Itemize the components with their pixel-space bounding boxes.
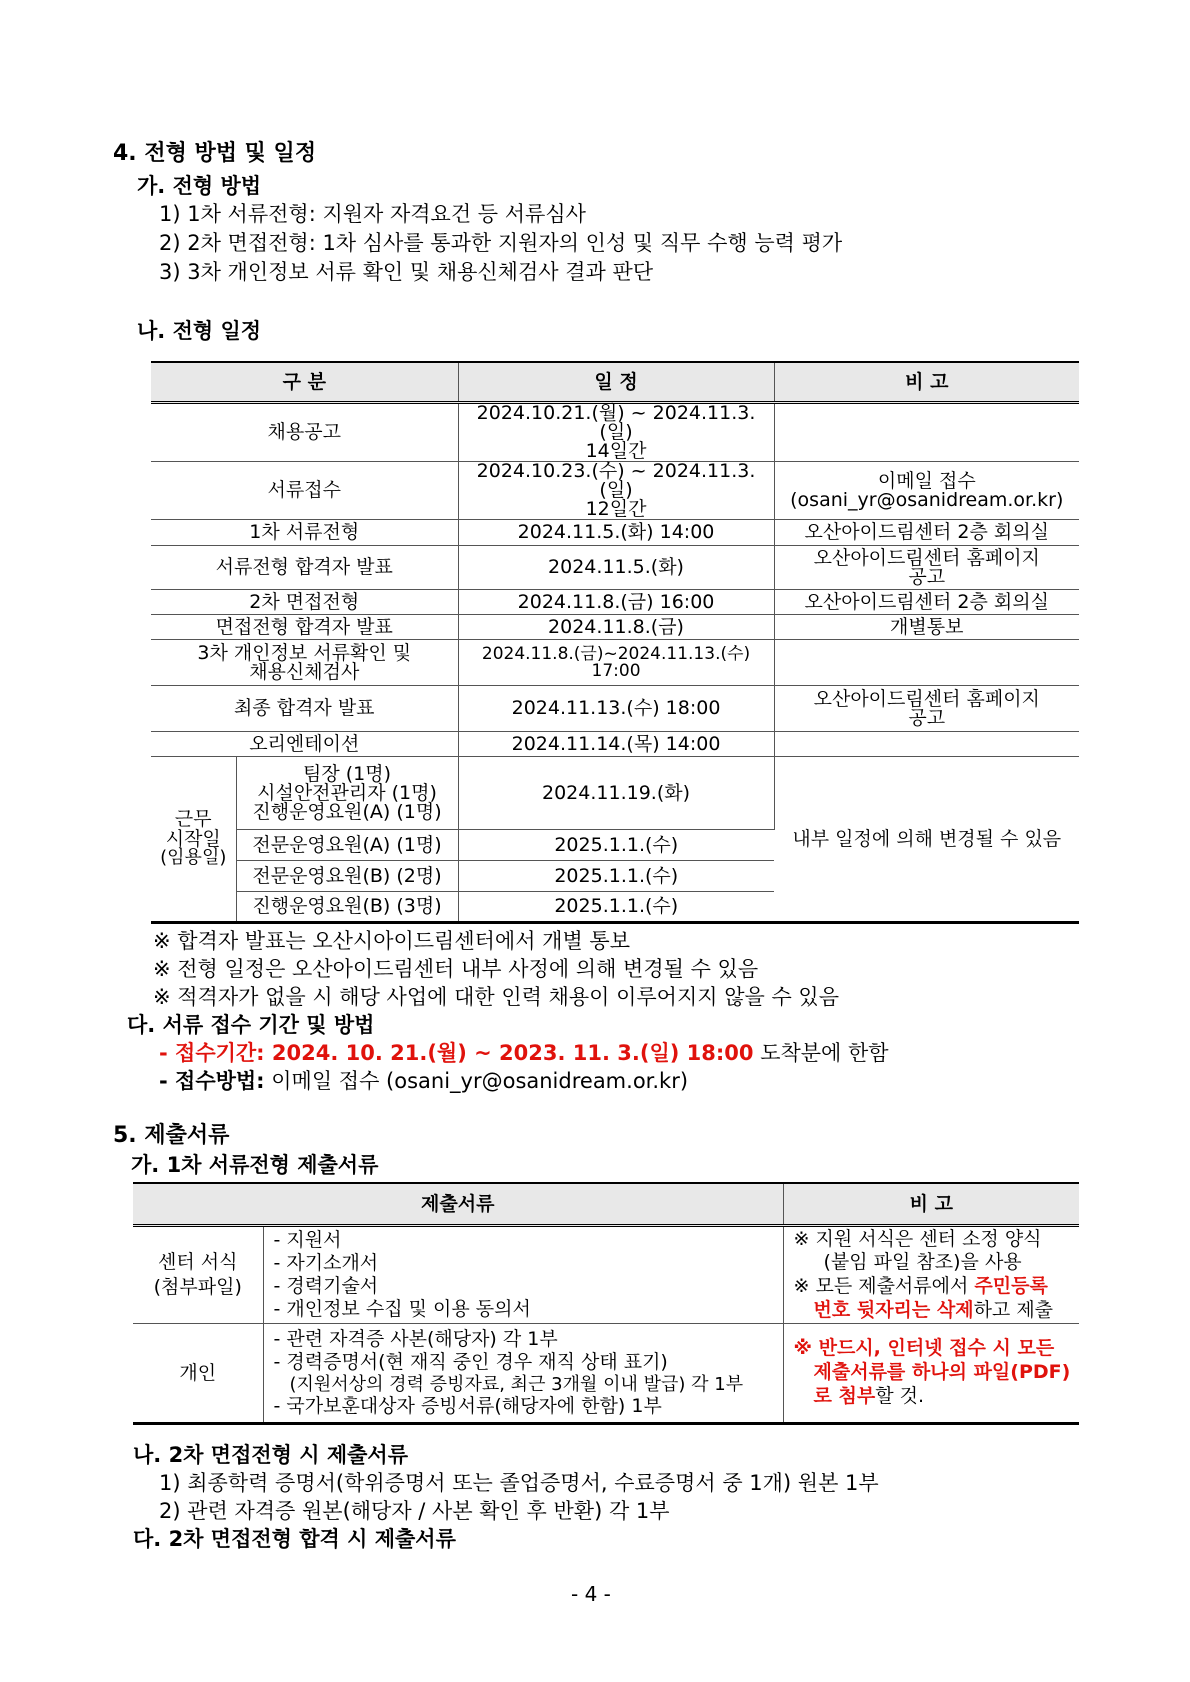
section-4-title: 4. 전형 방법 및 일정 xyxy=(113,141,317,166)
subsection-da-title: 다. 2차 면접전형 합격 시 제출서류 xyxy=(133,1527,456,1551)
table-row xyxy=(133,1226,1079,1324)
row-note xyxy=(774,640,1079,686)
row-category: 오리엔테이션 xyxy=(151,732,458,757)
remark: ※ 합격자 발표는 오산시아이드림센터에서 개별 통보 xyxy=(153,929,630,953)
table-row xyxy=(151,757,1079,830)
header-note: 비 고 xyxy=(783,1183,1079,1226)
subsection-na-title: 나. 전형 일정 xyxy=(137,319,262,343)
na-item: 1) 최종학력 증명서(학위증명서 또는 졸업증명서, 수료증명서 중 1개) 원본 1부 xyxy=(159,1471,879,1495)
section-5-title: 5. 제출서류 xyxy=(113,1123,230,1148)
row-category: 서류전형 합격자 발표 xyxy=(151,546,458,590)
table-row xyxy=(151,686,1079,732)
row-date: 2025.1.1.(수) xyxy=(458,892,774,923)
header-documents: 제출서류 xyxy=(133,1183,783,1226)
row-note: 오산아이드림센터 2층 회의실 xyxy=(774,590,1079,615)
row-date: 2024.11.5.(화) xyxy=(458,546,774,590)
row-date: 2025.1.1.(수) xyxy=(458,830,774,861)
row-category: 1차 서류전형 xyxy=(151,520,458,546)
table-row xyxy=(151,403,1079,462)
table-row xyxy=(151,615,1079,640)
table-header-row xyxy=(151,362,1079,403)
table-row xyxy=(133,1324,1079,1424)
na-item: 2) 관련 자격증 원본(해당자 / 사본 확인 후 반환) 각 1부 xyxy=(159,1499,670,1523)
row-category: 채용공고 xyxy=(151,403,458,462)
remark: ※ 전형 일정은 오산아이드림센터 내부 사정에 의해 변경될 수 있음 xyxy=(153,957,759,981)
table-row xyxy=(151,546,1079,590)
method-item: 2) 2차 면접전형: 1차 심사를 통과한 지원자의 인성 및 직무 수행 능력 평가 xyxy=(159,231,843,255)
row-role: 진행운영요원(B) (3명) xyxy=(236,892,458,923)
row-date: 2024.11.13.(수) 18:00 xyxy=(458,686,774,732)
row-category: 3차 개인정보 서류확인 및 채용신체검사 xyxy=(151,640,458,686)
subsection-ga-title: 가. 1차 서류전형 제출서류 xyxy=(131,1153,379,1177)
row-note: 이메일 접수 (osani_yr@osanidream.or.kr) xyxy=(774,462,1079,520)
table-row xyxy=(151,462,1079,520)
row-note: ※ 지원 서식은 센터 소정 양식 (붙임 파일 참조)을 사용 ※ 모든 제출서류에서 주민등록 번호 뒷자리는 삭제하고 제출 xyxy=(783,1226,1079,1324)
row-note: 오산아이드림센터 홈페이지 공고 xyxy=(774,686,1079,732)
row-note xyxy=(774,732,1079,757)
row-category: 센터 서식 (첨부파일) xyxy=(133,1226,263,1324)
row-items: - 지원서 - 자기소개서 - 경력기술서 - 개인정보 수집 및 이용 동의서 xyxy=(263,1226,783,1324)
row-note: 개별통보 xyxy=(774,615,1079,640)
row-date: 2025.1.1.(수) xyxy=(458,861,774,892)
row-category: 최종 합격자 발표 xyxy=(151,686,458,732)
row-category: 개인 xyxy=(133,1324,263,1424)
method-item: 1) 1차 서류전형: 지원자 자격요건 등 서류심사 xyxy=(159,202,586,226)
header-note: 비 고 xyxy=(774,362,1079,403)
submission-method: - 접수방법: 이메일 접수 (osani_yr@osanidream.or.kr) xyxy=(159,1069,689,1093)
row-date: 2024.11.8.(금) xyxy=(458,615,774,640)
method-item: 3) 3차 개인정보 서류 확인 및 채용신체검사 결과 판단 xyxy=(159,260,654,284)
row-category: 2차 면접전형 xyxy=(151,590,458,615)
subsection-da-title: 다. 서류 접수 기간 및 방법 xyxy=(127,1013,375,1037)
row-note: ※ 반드시, 인터넷 접수 시 모든 제출서류를 하나의 파일(PDF) 로 첨부할 것. xyxy=(783,1324,1079,1424)
table-row xyxy=(151,590,1079,615)
page-number: - 4 - xyxy=(571,1582,611,1606)
row-items: - 관련 자격증 사본(해당자) 각 1부 - 경력증명서(현 재직 중인 경우 재직 상태 표기) (지원서상의 경력 증빙자료, 최근 3개월 이내 발급) 각 1부 - 국가보훈대상자 증빙서류(해당자에 한함) 1부 xyxy=(263,1324,783,1424)
row-date: 2024.10.21.(월) ~ 2024.11.3.(일) 14일간 xyxy=(458,403,774,462)
row-date: 2024.11.5.(화) 14:00 xyxy=(458,520,774,546)
row-role: 전문운영요원(A) (1명) xyxy=(236,830,458,861)
table-header-row xyxy=(133,1183,1079,1226)
row-note xyxy=(774,403,1079,462)
row-note: 오산아이드림센터 2층 회의실 xyxy=(774,520,1079,546)
subsection-ga-title: 가. 전형 방법 xyxy=(137,174,262,198)
table-row xyxy=(151,732,1079,757)
row-date: 2024.11.8.(금)~2024.11.13.(수) 17:00 xyxy=(458,640,774,686)
row-date: 2024.10.23.(수) ~ 2024.11.3.(일) 12일간 xyxy=(458,462,774,520)
remark: ※ 적격자가 없을 시 해당 사업에 대한 인력 채용이 이루어지지 않을 수 있음 xyxy=(153,985,839,1009)
row-category: 서류접수 xyxy=(151,462,458,520)
row-date: 2024.11.8.(금) 16:00 xyxy=(458,590,774,615)
table-row xyxy=(151,520,1079,546)
header-date: 일 정 xyxy=(458,362,774,403)
row-date: 2024.11.14.(목) 14:00 xyxy=(458,732,774,757)
row-date: 2024.11.19.(화) xyxy=(458,757,774,830)
table-row xyxy=(151,640,1079,686)
subsection-na-title: 나. 2차 면접전형 시 제출서류 xyxy=(133,1443,408,1467)
schedule-table xyxy=(151,361,1079,924)
start-date-label: 근무 시작일 (임용일) xyxy=(151,757,236,923)
header-category: 구 분 xyxy=(151,362,458,403)
documents-table xyxy=(133,1182,1079,1425)
row-note: 오산아이드림센터 홈페이지 공고 xyxy=(774,546,1079,590)
row-category: 면접전형 합격자 발표 xyxy=(151,615,458,640)
start-date-note: 내부 일정에 의해 변경될 수 있음 xyxy=(774,757,1079,923)
row-role: 팀장 (1명) 시설안전관리자 (1명) 진행운영요원(A) (1명) xyxy=(236,757,458,830)
row-role: 전문운영요원(B) (2명) xyxy=(236,861,458,892)
submission-period: - 접수기간: 2024. 10. 21.(월) ~ 2023. 11. 3.(일) 18:00 도착분에 한함 xyxy=(159,1041,889,1065)
